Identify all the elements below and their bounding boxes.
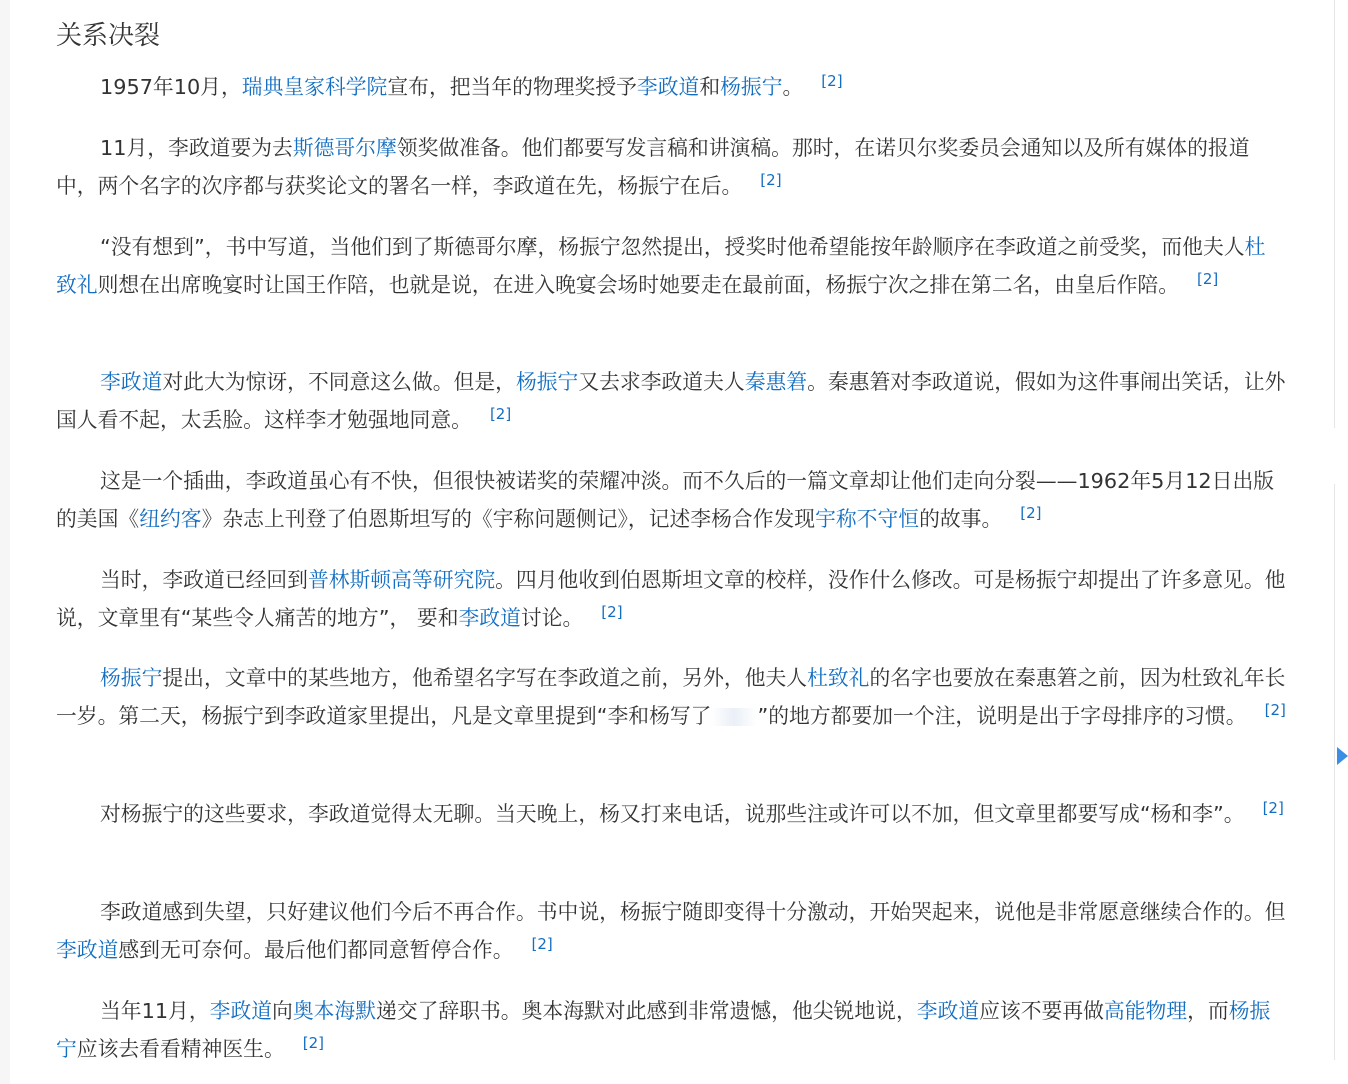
link-high-energy-physics[interactable]: 高能物理 <box>1103 999 1188 1023</box>
link-du-zhili[interactable]: 杜致礼 <box>56 235 1266 297</box>
left-margin-strip <box>0 0 10 1084</box>
reference-link[interactable]: [2] <box>1020 503 1042 522</box>
reference-link[interactable]: [2] <box>1197 269 1219 288</box>
section-title: 关系决裂 <box>56 21 161 51</box>
text: 和 <box>699 75 721 99</box>
text: 这是一个插曲，李政道虽心有不快，但很快被诺奖的荣耀冲淡。而不久后的一篇文章却让他们走向分裂——1962年5月12日出版的美国《 <box>56 469 1275 531</box>
right-divider-top <box>1334 0 1335 428</box>
text: 宣布，把当年的物理奖授予 <box>387 75 637 99</box>
link-li-zhengdao[interactable]: 李政道 <box>209 999 273 1023</box>
right-divider-bottom <box>1334 484 1335 1060</box>
reference-link[interactable]: [2] <box>1262 799 1284 817</box>
text: 11月，李政道要为去 <box>100 136 293 160</box>
paragraph-8 <box>56 796 1286 834</box>
text: 对杨振宁的这些要求，李政道觉得太无聊。当天晚上，杨又打来电话，说那些注或许可以不加，但文章里都要写成“杨和李”。 <box>100 802 1245 826</box>
link-li-zhengdao[interactable]: 李政道 <box>636 75 700 99</box>
paragraph-3 <box>56 229 1286 304</box>
link-swedish-academy[interactable]: 瑞典皇家科学院 <box>241 75 388 99</box>
text: 应该去看看精神医生。 <box>76 1036 285 1061</box>
text: 。四月他收到伯恩斯坦文章的校样，没作什么修改。可是杨振宁却提出了许多意见。他说，文章里有“某些令人痛苦的地方”， 要和 <box>56 568 1286 630</box>
text: 则想在出席晚宴时让国王作陪，也就是说，在进入晚宴会场时她要走在最前面，杨振宁次之排在第二名，由皇后作陪。 <box>97 272 1180 297</box>
link-li-zhengdao[interactable]: 李政道 <box>458 605 521 630</box>
text: 领奖做准备。他们都要写发言稿和讲演稿。那时，在诺贝尔奖委员会通知以及所有媒体的报道中，两个名字的次序都与获奖论文的署名一样，李政道在先，杨振宁在后。 <box>56 136 1250 198</box>
reference-link[interactable]: [2] <box>1264 700 1286 719</box>
link-yang-zhenning[interactable]: 杨振宁 <box>515 370 579 394</box>
link-li-zhengdao[interactable]: 李政道 <box>916 999 980 1023</box>
text: 应该不要再做 <box>979 999 1104 1023</box>
paragraph-4 <box>56 364 1286 439</box>
link-qin-huijun[interactable]: 秦惠䇹 <box>744 370 808 394</box>
text: 递交了辞职书。奥本海默对此感到非常遗憾，他尖锐地说， <box>376 999 917 1023</box>
link-li-zhengdao[interactable]: 李政道 <box>100 370 163 394</box>
reference-link[interactable]: [2] <box>821 72 843 90</box>
text: 。秦惠䇹对李政道说，假如为这件事闹出笑话，让外国人看不起，太丢脸。这样李才勉强地同意。 <box>56 370 1286 432</box>
link-princeton-ias[interactable]: 普林斯顿高等研究院 <box>307 568 496 592</box>
link-li-zhengdao[interactable]: 李政道 <box>56 937 119 962</box>
reference-link[interactable]: [2] <box>760 170 782 189</box>
paragraph-1 <box>56 69 1286 107</box>
link-new-yorker[interactable]: 纽约客 <box>139 506 202 531</box>
reference-link[interactable]: [2] <box>531 934 553 953</box>
link-stockholm[interactable]: 斯德哥尔摩 <box>292 136 397 160</box>
text: ，而 <box>1187 999 1229 1023</box>
text: 提出，文章中的某些地方，他希望名字写在李政道之前，另外，他夫人 <box>162 666 808 690</box>
link-parity-violation[interactable]: 宇称不守恒 <box>815 506 920 531</box>
expand-arrow-icon[interactable] <box>1337 747 1348 765</box>
blurred-text <box>711 708 757 726</box>
paragraph-6 <box>56 562 1286 637</box>
text: 感到无可奈何。最后他们都同意暂停合作。 <box>118 937 514 962</box>
link-yang-zhenning[interactable]: 杨振宁 <box>720 75 783 99</box>
reference-link[interactable]: [2] <box>302 1033 325 1052</box>
reference-link[interactable]: [2] <box>489 404 512 423</box>
text: 向 <box>272 999 293 1023</box>
text: 李政道感到失望，只好建议他们今后不再合作。书中说，杨振宁随即变得十分激动，开始哭起来，说他是非常愿意继续合作的。但 <box>100 900 1286 924</box>
link-yang-zhenning[interactable]: 杨振宁 <box>56 999 1271 1061</box>
text: 当年11月， <box>100 999 210 1023</box>
text: 又去求李政道夫人 <box>578 370 745 394</box>
paragraph-7 <box>56 660 1286 735</box>
paragraph-9 <box>56 894 1286 969</box>
text: 1957年10月， <box>100 75 242 99</box>
text: 的名字也要放在秦惠䇹之前，因为杜致礼年长一岁。第二天，杨振宁到李政道家里提出，凡是文章里提到“李和杨写了 <box>56 666 1286 728</box>
text: ”的地方都要加一个注，说明是出于字母排序的习惯。 <box>757 703 1247 728</box>
paragraph-10 <box>56 993 1286 1068</box>
text: 对此大为惊讶，不同意这么做。但是， <box>162 370 516 394</box>
text: 当时，李政道已经回到 <box>100 568 308 592</box>
link-oppenheimer[interactable]: 奥本海默 <box>292 999 377 1023</box>
paragraph-5 <box>56 463 1286 538</box>
reference-link[interactable]: [2] <box>601 602 623 621</box>
link-yang-zhenning[interactable]: 杨振宁 <box>100 666 163 690</box>
paragraph-2 <box>56 130 1286 205</box>
text: 。 <box>782 75 804 99</box>
text: 》杂志上刊登了伯恩斯坦写的《宇称问题侧记》，记述李杨合作发现 <box>201 506 816 531</box>
text: 讨论。 <box>520 605 584 630</box>
text: 的故事。 <box>919 506 1003 531</box>
text: “没有想到”，书中写道，当他们到了斯德哥尔摩，杨振宁忽然提出，授奖时他希望能按年龄顺序在李政道之前受奖，而他夫人 <box>100 235 1245 259</box>
link-du-zhili[interactable]: 杜致礼 <box>807 666 870 690</box>
